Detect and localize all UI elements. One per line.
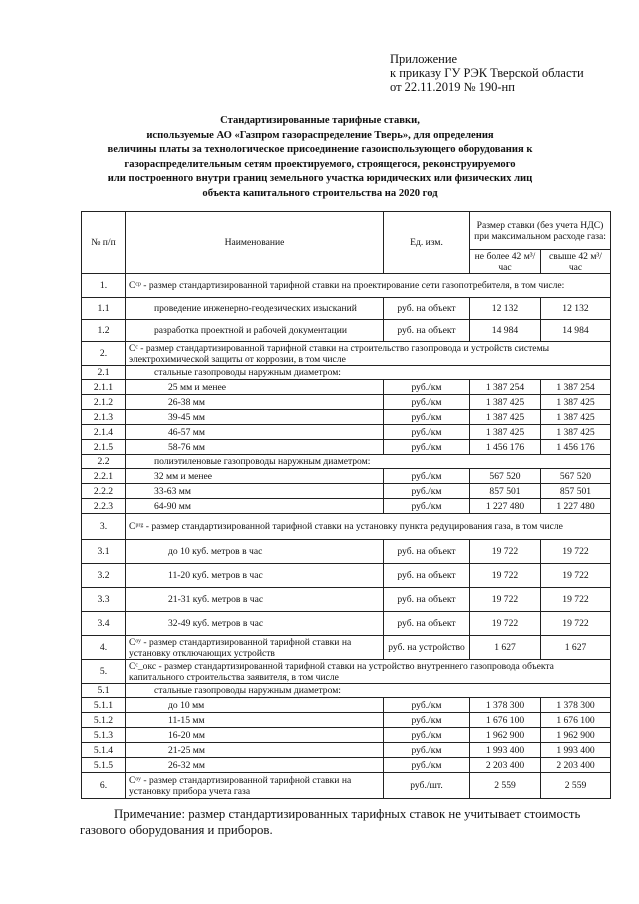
row-number-cell: 2. — [82, 342, 126, 366]
row-name-cell: 21-25 мм — [126, 743, 384, 758]
rate-up-to-42-cell: 19 722 — [470, 540, 541, 564]
row-number-cell: 1.2 — [82, 320, 126, 342]
appendix-block — [390, 52, 584, 94]
row-number-cell: 2.2.3 — [82, 499, 126, 514]
rate-up-to-42-cell: 19 722 — [470, 564, 541, 588]
rate-up-to-42-cell: 19 722 — [470, 588, 541, 612]
title-line: объекта капитального строительства на 2020 год — [202, 187, 438, 199]
rate-up-to-42-cell: 1 456 176 — [470, 440, 541, 455]
table-row — [82, 455, 611, 469]
header-unit: Ед. изм. — [384, 212, 470, 274]
rate-up-to-42-cell: 1 387 425 — [470, 395, 541, 410]
table-row — [82, 274, 611, 298]
header-col-a: не более 42 м³/час — [470, 250, 541, 274]
table-row — [82, 380, 611, 395]
row-name-cell: 39-45 мм — [126, 410, 384, 425]
row-number-cell: 2.1.5 — [82, 440, 126, 455]
table-row — [82, 298, 611, 320]
appendix-line-2: к приказу ГУ РЭК Тверской области — [390, 66, 584, 80]
header-num: № п/п — [82, 212, 126, 274]
row-unit-cell: руб./км — [384, 440, 470, 455]
row-name-cell: 26-32 мм — [126, 758, 384, 773]
table-row — [82, 743, 611, 758]
row-unit-cell: руб. на объект — [384, 298, 470, 320]
rate-up-to-42-cell: 1 627 — [470, 636, 541, 660]
row-name-cell: 21-31 куб. метров в час — [126, 588, 384, 612]
table-row — [82, 698, 611, 713]
row-number-cell: 2.1.2 — [82, 395, 126, 410]
table-row — [82, 366, 611, 380]
rate-up-to-42-cell: 19 722 — [470, 612, 541, 636]
row-name-cell: 11-20 куб. метров в час — [126, 564, 384, 588]
rate-up-to-42-cell: 2 203 400 — [470, 758, 541, 773]
table-row — [82, 514, 611, 540]
table-row — [82, 499, 611, 514]
section-heading-cell: полиэтиленовые газопроводы наружным диаметром: — [126, 455, 611, 469]
row-number-cell: 5.1.2 — [82, 713, 126, 728]
table-row — [82, 484, 611, 499]
table-row — [82, 320, 611, 342]
row-unit-cell: руб. на объект — [384, 588, 470, 612]
row-number-cell: 2.2.1 — [82, 469, 126, 484]
rate-up-to-42-cell: 2 559 — [470, 773, 541, 799]
row-name-cell: 16-20 мм — [126, 728, 384, 743]
row-number-cell: 3.4 — [82, 612, 126, 636]
row-number-cell: 5.1.1 — [82, 698, 126, 713]
title-line: Стандартизированные тарифные ставки, — [220, 115, 420, 126]
table-row — [82, 612, 611, 636]
rate-up-to-42-cell: 1 962 900 — [470, 728, 541, 743]
row-name-cell: Cᵒʸ - размер стандартизированной тарифной ставки на установку отключающих устройств — [126, 636, 384, 660]
rate-over-42-cell: 1 387 254 — [541, 380, 611, 395]
row-unit-cell: руб. на объект — [384, 540, 470, 564]
table-row — [82, 728, 611, 743]
title-line: используемые АО «Газпром газораспределение Тверь», для определения — [146, 129, 494, 141]
header-col-b: свыше 42 м³/час — [541, 250, 611, 274]
row-name-cell: 64-90 мм — [126, 499, 384, 514]
rate-up-to-42-cell: 1 993 400 — [470, 743, 541, 758]
row-number-cell: 1. — [82, 274, 126, 298]
section-heading-cell: Cᶜ_окс - размер стандартизированной тарифной ставки на устройство внутреннего газопровода объекта капитального строительства заявителя, в том числе — [126, 660, 611, 684]
rate-over-42-cell: 19 722 — [541, 540, 611, 564]
table-header-row — [82, 212, 611, 250]
section-heading-cell: стальные газопроводы наружным диаметром: — [126, 366, 611, 380]
row-unit-cell: руб./км — [384, 410, 470, 425]
rate-over-42-cell: 14 984 — [541, 320, 611, 342]
row-name-cell: до 10 мм — [126, 698, 384, 713]
row-name-cell: 25 мм и менее — [126, 380, 384, 395]
rate-up-to-42-cell: 1 387 254 — [470, 380, 541, 395]
section-heading-cell: стальные газопроводы наружным диаметром: — [126, 684, 611, 698]
row-name-cell: 46-57 мм — [126, 425, 384, 440]
rate-over-42-cell: 2 559 — [541, 773, 611, 799]
table-row — [82, 469, 611, 484]
row-number-cell: 5.1.5 — [82, 758, 126, 773]
rate-over-42-cell: 1 387 425 — [541, 425, 611, 440]
appendix-line-1: Приложение — [390, 52, 458, 66]
table-row — [82, 713, 611, 728]
row-number-cell: 2.1.4 — [82, 425, 126, 440]
row-unit-cell: руб./км — [384, 425, 470, 440]
rate-up-to-42-cell: 1 387 425 — [470, 425, 541, 440]
section-heading-cell: Cᵖʳᵍ - размер стандартизированной тарифной ставки на установку пункта редуцирования газа, в том числе — [126, 514, 611, 540]
table-row — [82, 758, 611, 773]
row-unit-cell: руб. на объект — [384, 320, 470, 342]
row-number-cell: 4. — [82, 636, 126, 660]
rate-up-to-42-cell: 567 520 — [470, 469, 541, 484]
tariff-table — [81, 211, 611, 799]
row-number-cell: 2.2.2 — [82, 484, 126, 499]
row-number-cell: 5. — [82, 660, 126, 684]
rate-up-to-42-cell: 1 387 425 — [470, 410, 541, 425]
rate-over-42-cell: 1 962 900 — [541, 728, 611, 743]
row-name-cell: до 10 куб. метров в час — [126, 540, 384, 564]
rate-over-42-cell: 1 676 100 — [541, 713, 611, 728]
table-row — [82, 342, 611, 366]
row-number-cell: 5.1 — [82, 684, 126, 698]
rate-over-42-cell: 12 132 — [541, 298, 611, 320]
table-row — [82, 540, 611, 564]
title-line: величины платы за технологическое присоединение газоиспользующего оборудования к — [107, 144, 533, 156]
row-unit-cell: руб. на устройство — [384, 636, 470, 660]
row-unit-cell: руб./км — [384, 469, 470, 484]
row-name-cell: 33-63 мм — [126, 484, 384, 499]
document-title — [60, 114, 580, 202]
row-name-cell: Cᵒʸ - размер стандартизированной тарифной ставки на установку прибора учета газа — [126, 773, 384, 799]
row-unit-cell: руб. на объект — [384, 612, 470, 636]
header-name: Наименование — [126, 212, 384, 274]
row-unit-cell: руб./км — [384, 758, 470, 773]
table-row — [82, 440, 611, 455]
table-row — [82, 425, 611, 440]
rate-over-42-cell: 567 520 — [541, 469, 611, 484]
section-heading-cell: Cᶜᵖ - размер стандартизированной тарифной ставки на проектирование сети газопотребителя, в том числе: — [126, 274, 611, 298]
row-unit-cell: руб./км — [384, 380, 470, 395]
row-name-cell: 32-49 куб. метров в час — [126, 612, 384, 636]
rate-over-42-cell: 1 993 400 — [541, 743, 611, 758]
rate-over-42-cell: 19 722 — [541, 612, 611, 636]
table-row — [82, 588, 611, 612]
rate-over-42-cell: 857 501 — [541, 484, 611, 499]
row-unit-cell: руб./км — [384, 713, 470, 728]
rate-up-to-42-cell: 1 227 480 — [470, 499, 541, 514]
table-row — [82, 636, 611, 660]
row-unit-cell: руб./шт. — [384, 773, 470, 799]
row-number-cell: 2.2 — [82, 455, 126, 469]
tariff-table-body — [82, 212, 611, 799]
title-line: газораспределительным сетям проектируемого, строящегося, реконструируемого — [124, 158, 516, 170]
row-unit-cell: руб./км — [384, 499, 470, 514]
rate-up-to-42-cell: 857 501 — [470, 484, 541, 499]
row-name-cell: проведение инженерно-геодезических изысканий — [126, 298, 384, 320]
row-name-cell: 32 мм и менее — [126, 469, 384, 484]
row-unit-cell: руб./км — [384, 698, 470, 713]
row-number-cell: 1.1 — [82, 298, 126, 320]
row-number-cell: 3.3 — [82, 588, 126, 612]
table-row — [82, 395, 611, 410]
row-name-cell: 11-15 мм — [126, 713, 384, 728]
rate-over-42-cell: 2 203 400 — [541, 758, 611, 773]
rate-up-to-42-cell: 1 378 300 — [470, 698, 541, 713]
row-number-cell: 5.1.4 — [82, 743, 126, 758]
table-row — [82, 684, 611, 698]
table-row — [82, 773, 611, 799]
row-number-cell: 2.1 — [82, 366, 126, 380]
row-name-cell: 26-38 мм — [126, 395, 384, 410]
row-name-cell: разработка проектной и рабочей документации — [126, 320, 384, 342]
row-unit-cell: руб./км — [384, 484, 470, 499]
footnote: Примечание: размер стандартизированных тарифных ставок не учитывает стоимость газового оборудования и приборов. — [80, 807, 581, 837]
row-unit-cell: руб./км — [384, 728, 470, 743]
appendix-line-3: от 22.11.2019 № 190-нп — [390, 80, 515, 94]
row-number-cell: 2.1.3 — [82, 410, 126, 425]
rate-over-42-cell: 1 378 300 — [541, 698, 611, 713]
row-number-cell: 2.1.1 — [82, 380, 126, 395]
row-number-cell: 3.2 — [82, 564, 126, 588]
row-number-cell: 3. — [82, 514, 126, 540]
section-heading-cell: Cᶜ - размер стандартизированной тарифной ставки на строительство газопровода и устройств системы электрохимической защиты от коррозии, в том числе — [126, 342, 611, 366]
rate-over-42-cell: 1 387 425 — [541, 410, 611, 425]
table-row — [82, 410, 611, 425]
rate-up-to-42-cell: 12 132 — [470, 298, 541, 320]
row-number-cell: 3.1 — [82, 540, 126, 564]
row-unit-cell: руб./км — [384, 743, 470, 758]
header-rate: Размер ставки (без учета НДС) при максимальном расходе газа: — [470, 212, 611, 250]
row-number-cell: 5.1.3 — [82, 728, 126, 743]
rate-over-42-cell: 1 627 — [541, 636, 611, 660]
table-row — [82, 564, 611, 588]
rate-over-42-cell: 1 227 480 — [541, 499, 611, 514]
row-unit-cell: руб./км — [384, 395, 470, 410]
rate-over-42-cell: 19 722 — [541, 588, 611, 612]
row-name-cell: 58-76 мм — [126, 440, 384, 455]
rate-over-42-cell: 1 387 425 — [541, 395, 611, 410]
row-number-cell: 6. — [82, 773, 126, 799]
rate-up-to-42-cell: 14 984 — [470, 320, 541, 342]
row-unit-cell: руб. на объект — [384, 564, 470, 588]
rate-over-42-cell: 19 722 — [541, 564, 611, 588]
rate-over-42-cell: 1 456 176 — [541, 440, 611, 455]
table-row — [82, 660, 611, 684]
rate-up-to-42-cell: 1 676 100 — [470, 713, 541, 728]
title-line: или построенного внутри границ земельного участка юридических или физических лиц — [107, 173, 533, 185]
